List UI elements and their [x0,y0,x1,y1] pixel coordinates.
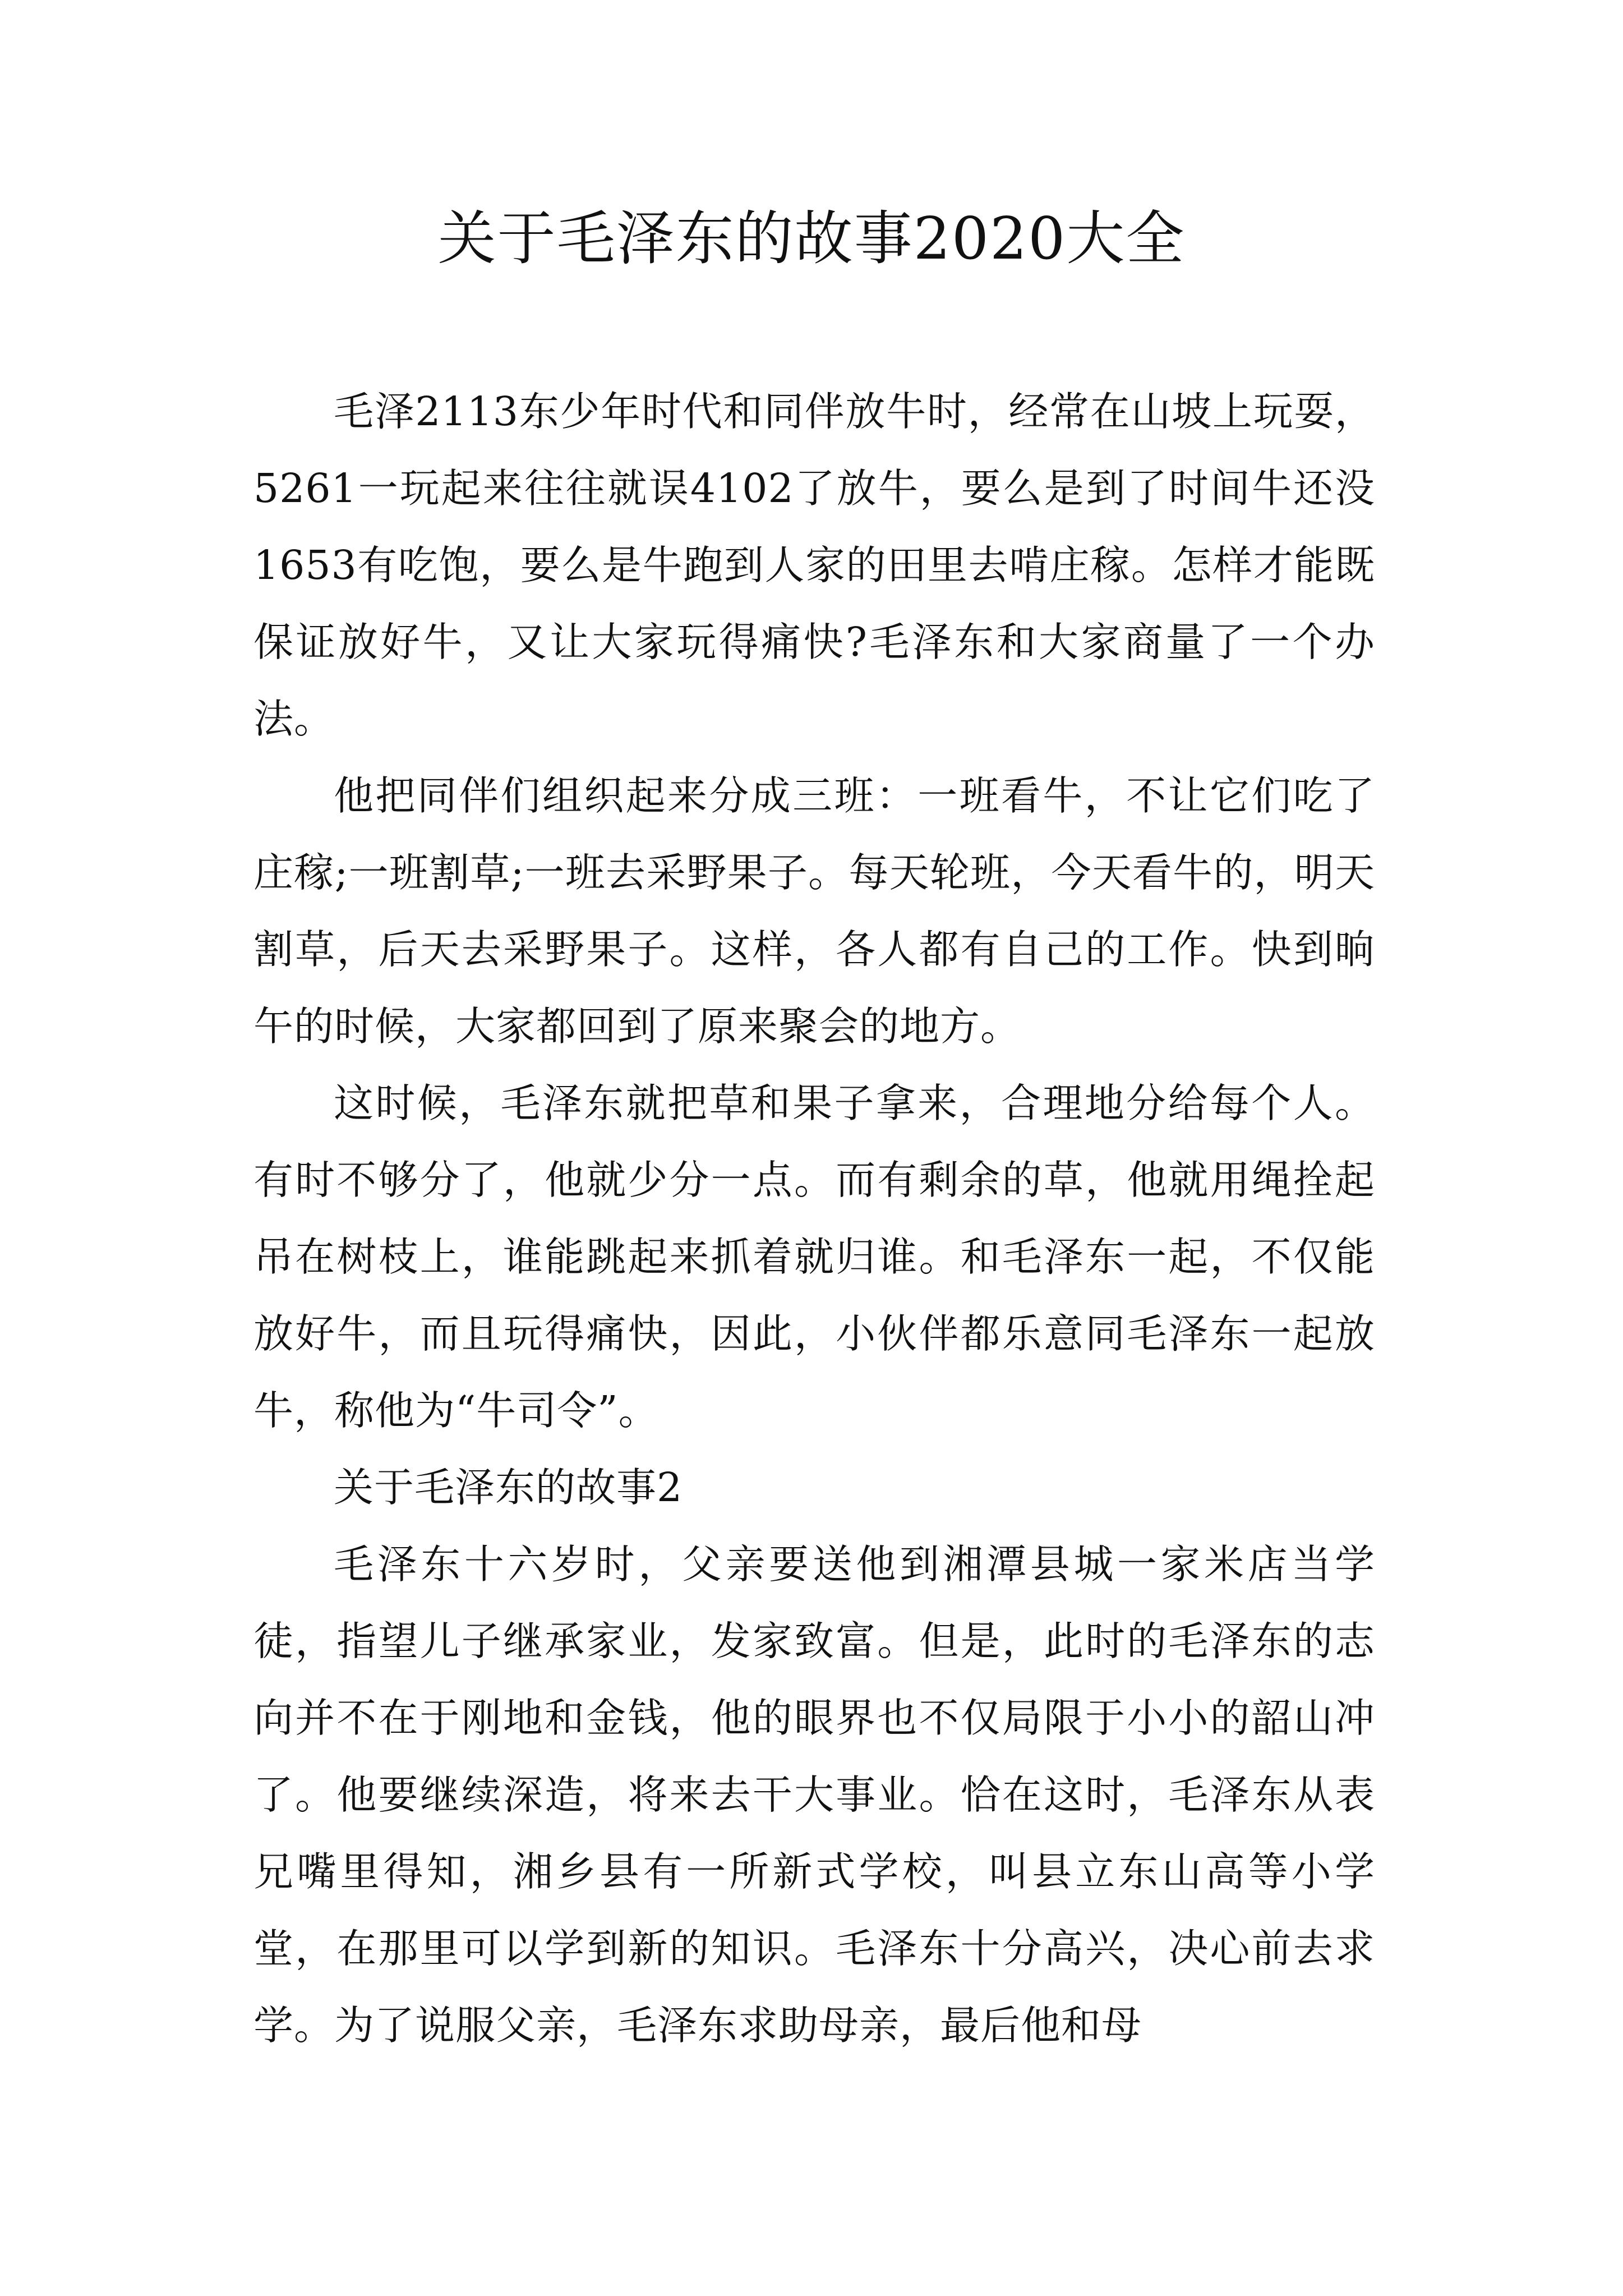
paragraph: 毛泽东十六岁时，父亲要送他到湘潭县城一家米店当学徒，指望儿子继承家业，发家致富。但是，此时的毛泽东的志向并不在于刚地和金钱，他的眼界也不仅局限于小小的韶山冲了。他要继续深造，将来去干大事业。恰在这时，毛泽东从表兄嘴里得知，湘乡县有一所新式学校，叫县立东山高等小学堂，在那里可以学到新的知识。毛泽东十分高兴，决心前去求学。为了说服父亲，毛泽东求助母亲，最后他和母 [253,1541,1375,2049]
section-heading: 关于毛泽东的故事2 [334,1464,683,1511]
paragraph: 他把同伴们组织起来分成三班：一班看牛，不让它们吃了庄稼;一班割草;一班去采野果子。每天轮班，今天看牛的，明天割草，后天去采野果子。这样，各人都有自己的工作。快到晌午的时候，大家都回到了原来聚会的地方。 [253,772,1375,1050]
paragraph: 这时候，毛泽东就把草和果子拿来，合理地分给每个人。有时不够分了，他就少分一点。而有剩余的草，他就用绳拴起吊在树枝上，谁能跳起来抓着就归谁。和毛泽东一起，不仅能放好牛，而且玩得痛快，因此，小伙伴都乐意同毛泽东一起放牛，称他为“牛司令”。 [253,1080,1375,1434]
document-body [253,373,1375,2064]
paragraph: 毛泽2113东少年时代和同伴放牛时，经常在山坡上玩耍，5261一玩起来往往就误4102了放牛，要么是到了时间牛还没1653有吃饱，要么是牛跑到人家的田里去啃庄稼。怎样才能既保证放好牛，又让大家玩得痛快?毛泽东和大家商量了一个办法。 [253,388,1375,742]
document-title: 关于毛泽东的故事2020大全 [437,204,1186,273]
